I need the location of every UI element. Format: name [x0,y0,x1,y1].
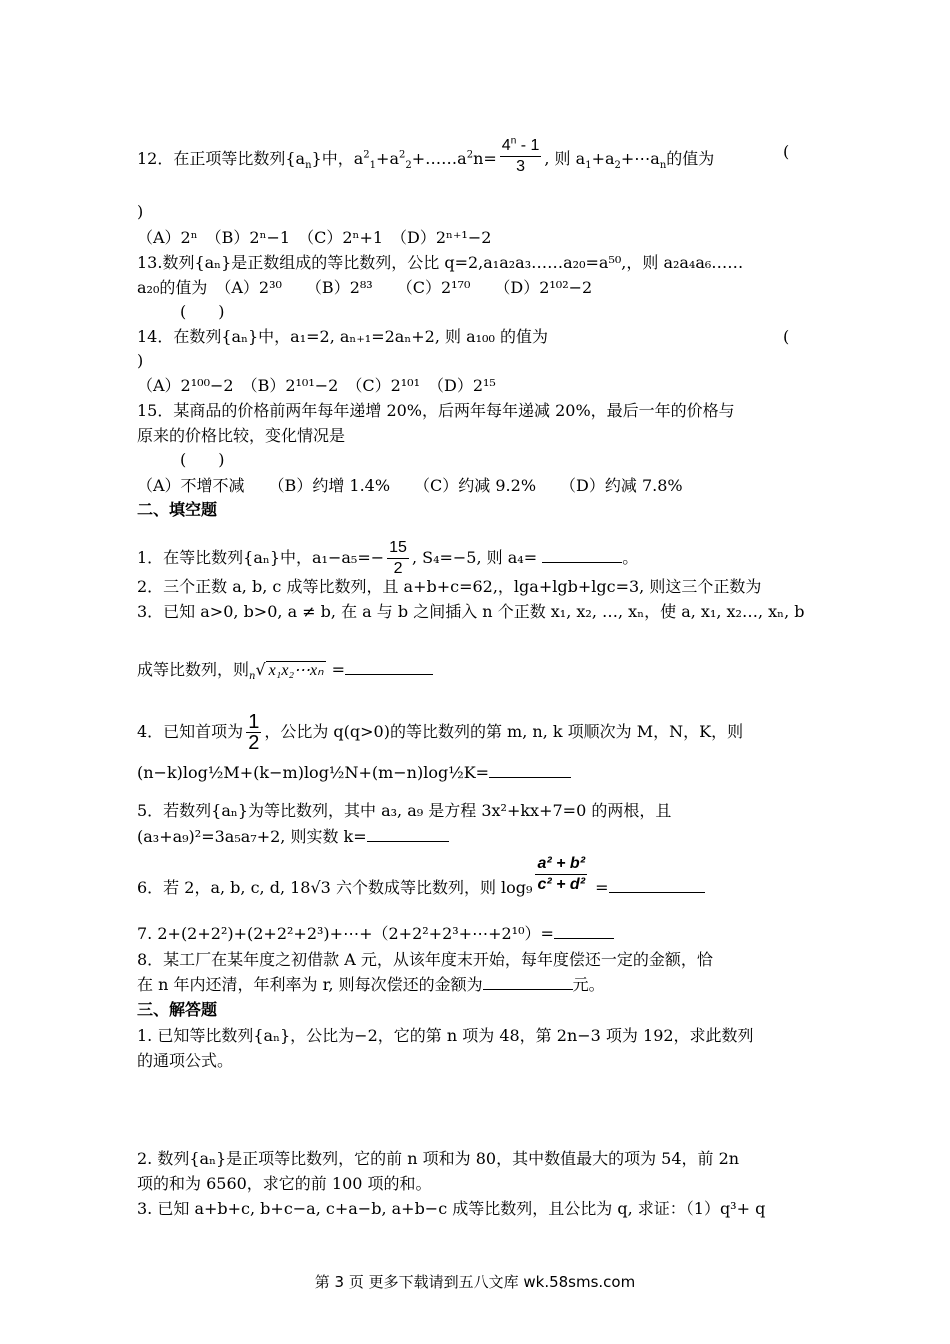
q12-text: 12．在正项等比数列{a [137,149,306,168]
q13-paren: ( ) [180,302,225,321]
solve1-line2: 的通项公式。 [137,1051,234,1070]
q14-close-paren: ) [137,351,144,370]
solve1-line1: 1. 已知等比数列{aₙ}，公比为−2，它的第 n 项为 48，第 2n−3 项为 192，求此数列 [137,1026,754,1045]
q15-paren: ( ) [180,450,225,469]
fill5-line1: 5．若数列{aₙ}为等比数列，其中 a₃, a₉ 是方程 3x²+kx+7=0 的两根，且 [137,801,672,820]
q12-fraction: $\frac{4^n - 1}{3}$ [501,135,540,175]
q12-open-paren: ( [783,142,790,161]
solve2-line2: 项的和为 6560，求它的前 100 项的和。 [137,1174,432,1193]
fill3-line1: 3．已知 a>0, b>0, a ≠ b, 在 a 与 b 之间插入 n 个正数 x₁, x₂, …, xₙ，使 a, x₁, x₂…, xₙ, b [137,602,805,621]
fill6-fraction: $\frac{\text{a² + b²}}{\text{c² + d²}}$ [537,855,586,893]
section-fill-in-heading: 二、填空题 [137,500,218,519]
fill2: 2．三个正数 a, b, c 成等比数列，且 a+b+c=62,，lga+lgb+lgc=3, 则这三个正数为 [137,577,762,596]
fill3-blank[interactable] [345,660,433,675]
fill3-root: x₁x₂⋯xₙ [266,661,327,679]
q14-options: （A）2¹⁰⁰−2 （B）2¹⁰¹−2 （C）2¹⁰¹ （D）2¹⁵ [137,376,496,395]
solve3-line1: 3. 已知 a+b+c, b+c−a, c+a−b, a+b−c 成等比数列，且公比为 q, 求证：（1）q³+ q [137,1199,766,1218]
q14-line1: 14．在数列{aₙ}中，a₁=2, aₙ₊₁=2aₙ+2, 则 a₁₀₀ 的值为 [137,327,548,346]
fill5-line2: (a₃+a₉)²=3a₅a₇+2, 则实数 k= [137,827,449,847]
fill1-blank[interactable] [542,548,622,563]
q14-open-paren: ( [783,327,790,346]
fill4-line1: 4．已知首项为 $\frac{1}{2}$ ，公比为 q(q>0)的等比数列的第 m, n, k 项顺次为 M，N，K，则 [137,711,744,754]
root-sign-icon: √ [255,660,266,679]
fill8-line2: 在 n 年内还清，年利率为 r, 则每次偿还的金额为 元。 [137,975,605,994]
fill7-blank[interactable] [554,924,614,939]
q13-line2: a₂₀的值为 （A）2³⁰ （B）2⁸³ （C）2¹⁷⁰ （D）2¹⁰²−2 [137,278,593,297]
fill8-blank[interactable] [483,975,573,990]
q12-options: （A）2ⁿ （B）2ⁿ−1 （C）2ⁿ+1 （D）2ⁿ⁺¹−2 [137,228,492,247]
solve2-line1: 2. 数列{aₙ}是正项等比数列，它的前 n 项和为 80，其中数值最大的项为 54，前 2n [137,1149,740,1168]
fill7: 7. 2+(2+2²)+(2+2²+2³)+⋯+（2+2²+2³+⋯+2¹⁰）= [137,924,614,944]
page-footer: 第 3 页 更多下载请到五八文库 wk.58sms.com [314,1273,636,1291]
fill8-line1: 8．某工厂在某年度之初借款 A 元，从该年度末开始，每年度偿还一定的金额，恰 [137,950,713,969]
q15-line1: 15．某商品的价格前两年每年递增 20%，后两年每年递减 20%，最后一年的价格与 [137,401,735,420]
q15-line2: 原来的价格比较，变化情况是 [137,426,346,445]
fill3-line2: 成等比数列，则$_n$√ x₁x₂⋯xₙ = [137,660,433,681]
fill6-blank[interactable] [609,878,705,893]
fill4-fraction: $\frac{1}{2}$ [248,711,260,754]
q13-line1: 13.数列{aₙ}是正数组成的等比数列，公比 q=2,a₁a₂a₃……a₂₀=a⁵⁰,，则 a₂a₄a₆…… [137,253,744,272]
sqrt3: √3 [310,878,331,897]
fill4-blank[interactable] [489,763,571,778]
q12-close-paren: ) [137,202,144,221]
fill4-line2: (n−k)log½M+(k−m)log½N+(m−n)log½K= [137,763,571,783]
fill5-blank[interactable] [367,827,449,842]
q15-options: （A）不增不减 （B）约增 1.4% （C）约减 9.2% （D）约减 7.8% [137,476,683,495]
fill1-fraction: $\frac{15}{2}$ [389,539,407,577]
fill1: 1．在等比数列{aₙ}中，a₁−a₅=− $\frac{15}{2}$ , S₄=−5, 则 a₄= 。 [137,539,639,577]
fill6: 6．若 2，a, b, c, d, 18√3 六个数成等比数列，则 log₉ $\frac{\text{a² + b²}}{\text{c² + d²}}$ = [137,878,705,898]
q12-line: 12．在正项等比数列$\{a_n\}$中，$a^2_1+a^2_2+\dots\dots a^2n=$ $\frac{4^n - 1}{3}$ , 则 $a_1+a_2+\cdots a_n$的值为 [137,135,715,175]
section-solve-heading: 三、解答题 [137,1000,218,1019]
